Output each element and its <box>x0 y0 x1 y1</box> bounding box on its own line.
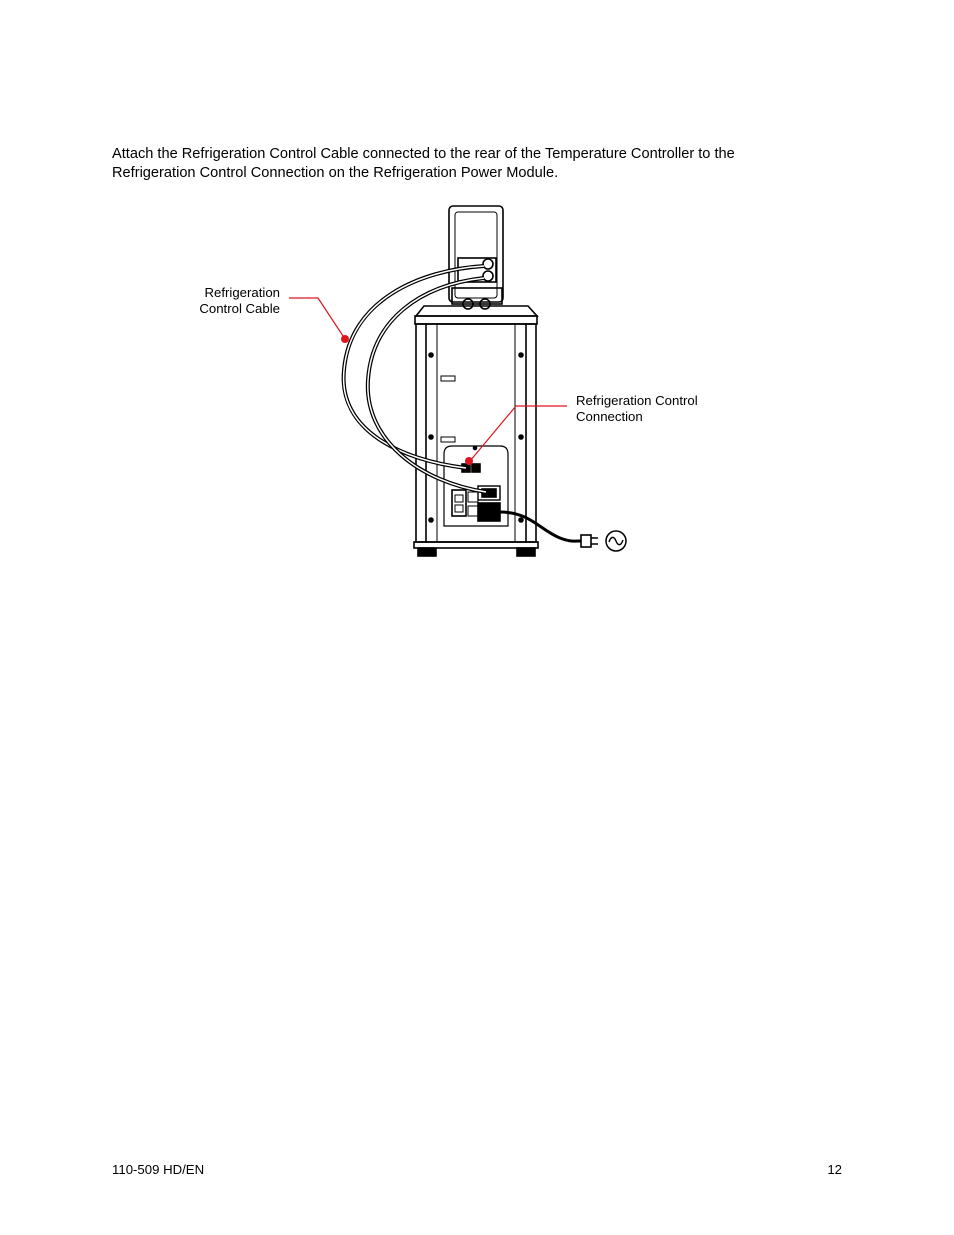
temperature-controller-unit <box>449 206 503 309</box>
callout-leader-connection <box>465 406 567 465</box>
instruction-paragraph: Attach the Refrigeration Control Cable connected to the rear of the Temperature Controller to the Refrigeration Control Connection on the Refrigeration Power Module. <box>112 146 735 181</box>
callout-leader-cable <box>289 298 349 343</box>
callout-label-refrigeration-control-cable: Refrigeration Control Cable <box>199 285 280 316</box>
ac-power-symbol-icon <box>606 531 626 551</box>
footer-page-number: 12 <box>827 1162 842 1177</box>
footer-document-id: 110-509 HD/EN <box>112 1162 205 1177</box>
refrigeration-power-module <box>414 306 538 556</box>
refrigeration-connection-figure <box>180 195 740 567</box>
callout-label-refrigeration-control-connection: Refrigeration Control Connection <box>576 393 698 424</box>
